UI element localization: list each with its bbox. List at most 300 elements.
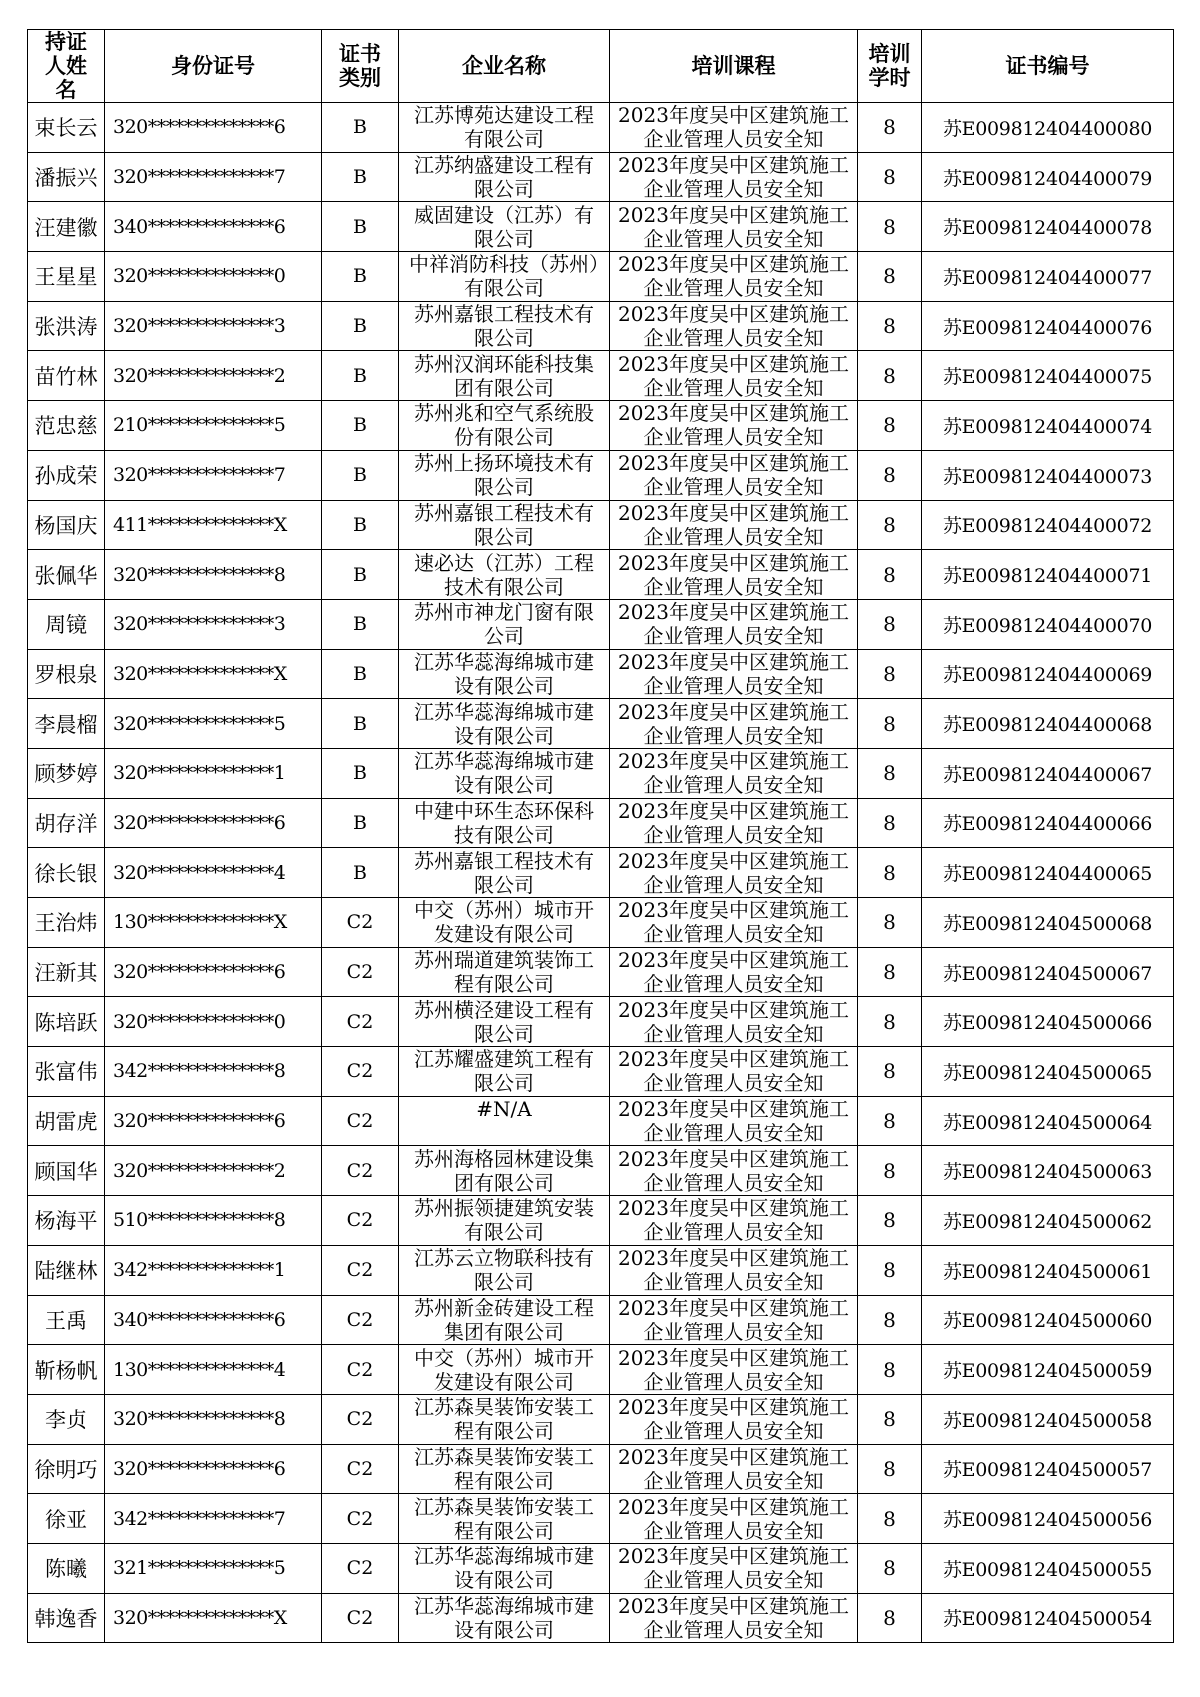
course-text: 2023年度吴中区建筑施工企业管理人员安全知 <box>618 798 849 847</box>
holder-name-cell: 张洪涛 <box>28 301 105 351</box>
cert-number-cell: 苏E009812404400066 <box>922 798 1174 848</box>
company-name-text: 江苏耀盛建筑工程有限公司 <box>414 1047 594 1096</box>
table-row <box>28 997 1174 1047</box>
course-cell <box>610 997 858 1047</box>
cert-type-cell: C2 <box>322 1245 399 1295</box>
cert-number-cell: 苏E009812404500054 <box>922 1593 1174 1643</box>
course-text: 2023年度吴中区建筑施工企业管理人员安全知 <box>618 500 849 549</box>
hours-cell: 8 <box>858 401 922 451</box>
holder-name-cell: 王禹 <box>28 1295 105 1345</box>
course-cell <box>610 1345 858 1395</box>
hours-cell: 8 <box>858 252 922 302</box>
cert-number-cell: 苏E009812404400076 <box>922 301 1174 351</box>
cert-type-cell: B <box>322 599 399 649</box>
company-name-cell <box>399 1444 610 1494</box>
cert-type-cell: B <box>322 500 399 550</box>
id-number-cell: 320**************6 <box>105 103 322 153</box>
company-name-cell <box>399 1494 610 1544</box>
cert-number-cell: 苏E009812404400080 <box>922 103 1174 153</box>
cert-number-cell: 苏E009812404400079 <box>922 152 1174 202</box>
course-text: 2023年度吴中区建筑施工企业管理人员安全知 <box>618 1146 849 1195</box>
cert-type-cell: C2 <box>322 1394 399 1444</box>
cert-type-cell: B <box>322 103 399 153</box>
company-name-cell <box>399 1394 610 1444</box>
holder-name-cell: 徐长银 <box>28 848 105 898</box>
table-row <box>28 401 1174 451</box>
cert-type-cell: B <box>322 798 399 848</box>
id-number-cell: 320**************8 <box>105 1394 322 1444</box>
course-cell <box>610 1245 858 1295</box>
course-text: 2023年度吴中区建筑施工企业管理人员安全知 <box>618 451 849 500</box>
id-number-cell: 320**************3 <box>105 301 322 351</box>
table-row <box>28 202 1174 252</box>
course-text: 2023年度吴中区建筑施工企业管理人员安全知 <box>618 898 849 947</box>
id-number-cell: 130**************4 <box>105 1345 322 1395</box>
company-name-text: 江苏纳盛建设工程有限公司 <box>414 153 594 202</box>
course-cell <box>610 252 858 302</box>
course-cell <box>610 1543 858 1593</box>
table-row <box>28 1196 1174 1246</box>
header-name-text: 持证人姓名 <box>45 30 87 102</box>
cert-type-cell: C2 <box>322 1494 399 1544</box>
holder-name-cell: 杨国庆 <box>28 500 105 550</box>
course-text: 2023年度吴中区建筑施工企业管理人员安全知 <box>618 302 849 351</box>
id-number-cell: 320**************6 <box>105 1444 322 1494</box>
table-row <box>28 1096 1174 1146</box>
company-name-text: 苏州嘉银工程技术有限公司 <box>414 500 594 549</box>
id-number-cell: 320**************0 <box>105 252 322 302</box>
hours-cell: 8 <box>858 301 922 351</box>
course-cell <box>610 301 858 351</box>
company-name-text: 速必达（江苏）工程技术有限公司 <box>414 550 594 599</box>
cert-number-cell: 苏E009812404500061 <box>922 1245 1174 1295</box>
roster-sheet <box>27 29 1174 1643</box>
cert-type-cell: C2 <box>322 1543 399 1593</box>
id-number-cell: 320**************7 <box>105 152 322 202</box>
company-name-cell <box>399 252 610 302</box>
company-name-cell <box>399 748 610 798</box>
table-row <box>28 1543 1174 1593</box>
cert-number-cell: 苏E009812404400070 <box>922 599 1174 649</box>
cert-type-cell: B <box>322 649 399 699</box>
course-cell <box>610 1593 858 1643</box>
id-number-cell: 320**************6 <box>105 947 322 997</box>
holder-name-cell: 靳杨帆 <box>28 1345 105 1395</box>
course-text: 2023年度吴中区建筑施工企业管理人员安全知 <box>618 1395 849 1444</box>
course-text: 2023年度吴中区建筑施工企业管理人员安全知 <box>618 649 849 698</box>
company-name-text: 江苏华蕊海绵城市建设有限公司 <box>414 1593 594 1642</box>
company-name-text: 中交（苏州）城市开发建设有限公司 <box>414 1345 594 1394</box>
cert-number-cell: 苏E009812404500058 <box>922 1394 1174 1444</box>
course-cell <box>610 599 858 649</box>
id-number-cell: 510**************8 <box>105 1196 322 1246</box>
cert-number-cell: 苏E009812404400069 <box>922 649 1174 699</box>
id-number-cell: 320**************2 <box>105 351 322 401</box>
header-id: 身份证号 <box>105 30 322 103</box>
header-hours <box>858 30 922 103</box>
hours-cell: 8 <box>858 1295 922 1345</box>
table-row <box>28 947 1174 997</box>
id-number-cell: 320**************X <box>105 1593 322 1643</box>
table-row <box>28 450 1174 500</box>
course-text: 2023年度吴中区建筑施工企业管理人员安全知 <box>618 252 849 301</box>
course-text: 2023年度吴中区建筑施工企业管理人员安全知 <box>618 202 849 251</box>
course-text: 2023年度吴中区建筑施工企业管理人员安全知 <box>618 1494 849 1543</box>
cert-number-cell: 苏E009812404400075 <box>922 351 1174 401</box>
course-text: 2023年度吴中区建筑施工企业管理人员安全知 <box>618 1097 849 1146</box>
hours-cell: 8 <box>858 1196 922 1246</box>
course-text: 2023年度吴中区建筑施工企业管理人员安全知 <box>618 351 849 400</box>
cert-number-cell: 苏E009812404500063 <box>922 1146 1174 1196</box>
table-row <box>28 649 1174 699</box>
table-row <box>28 351 1174 401</box>
hours-cell: 8 <box>858 1345 922 1395</box>
cert-number-cell: 苏E009812404500062 <box>922 1196 1174 1246</box>
course-text: 2023年度吴中区建筑施工企业管理人员安全知 <box>618 1246 849 1295</box>
company-name-text: 苏州横泾建设工程有限公司 <box>414 997 594 1046</box>
cert-type-cell: B <box>322 748 399 798</box>
hours-cell: 8 <box>858 798 922 848</box>
course-cell <box>610 401 858 451</box>
cert-type-cell: C2 <box>322 1345 399 1395</box>
cert-number-cell: 苏E009812404400073 <box>922 450 1174 500</box>
id-number-cell: 320**************X <box>105 649 322 699</box>
id-number-cell: 210**************5 <box>105 401 322 451</box>
company-name-cell <box>399 202 610 252</box>
table-row <box>28 848 1174 898</box>
course-cell <box>610 202 858 252</box>
table-row <box>28 748 1174 798</box>
cert-type-cell: C2 <box>322 1096 399 1146</box>
table-row <box>28 1345 1174 1395</box>
hours-cell: 8 <box>858 351 922 401</box>
id-number-cell: 342**************8 <box>105 1047 322 1097</box>
course-text: 2023年度吴中区建筑施工企业管理人员安全知 <box>618 600 849 649</box>
header-row <box>28 30 1174 103</box>
holder-name-cell: 杨海平 <box>28 1196 105 1246</box>
holder-name-cell: 张富伟 <box>28 1047 105 1097</box>
company-name-text: 苏州嘉银工程技术有限公司 <box>414 302 594 351</box>
company-name-cell <box>399 947 610 997</box>
header-type <box>322 30 399 103</box>
course-cell <box>610 152 858 202</box>
table-row <box>28 1245 1174 1295</box>
holder-name-cell: 陆继林 <box>28 1245 105 1295</box>
cert-type-cell: C2 <box>322 1196 399 1246</box>
header-hours-text: 培训学时 <box>868 42 911 90</box>
course-cell <box>610 748 858 798</box>
cert-number-cell: 苏E009812404500060 <box>922 1295 1174 1345</box>
course-cell <box>610 1394 858 1444</box>
course-text: 2023年度吴中区建筑施工企业管理人员安全知 <box>618 1444 849 1493</box>
holder-name-cell: 苗竹林 <box>28 351 105 401</box>
company-name-cell <box>399 1543 610 1593</box>
cert-type-cell: C2 <box>322 1295 399 1345</box>
cert-number-cell: 苏E009812404400074 <box>922 401 1174 451</box>
course-cell <box>610 500 858 550</box>
header-name <box>28 30 105 103</box>
holder-name-cell: 李贞 <box>28 1394 105 1444</box>
table-body <box>28 103 1174 1643</box>
course-cell <box>610 1444 858 1494</box>
id-number-cell: 340**************6 <box>105 1295 322 1345</box>
hours-cell: 8 <box>858 848 922 898</box>
cert-type-cell: B <box>322 202 399 252</box>
company-name-cell <box>399 1096 610 1146</box>
company-name-text: 苏州上扬环境技术有限公司 <box>414 451 594 500</box>
cert-type-cell: B <box>322 848 399 898</box>
id-number-cell: 320**************4 <box>105 848 322 898</box>
course-text: 2023年度吴中区建筑施工企业管理人员安全知 <box>618 103 849 152</box>
course-cell <box>610 1096 858 1146</box>
id-number-cell: 320**************3 <box>105 599 322 649</box>
course-cell <box>610 848 858 898</box>
table-row <box>28 550 1174 600</box>
course-cell <box>610 550 858 600</box>
id-number-cell: 411**************X <box>105 500 322 550</box>
holder-name-cell: 胡存洋 <box>28 798 105 848</box>
cert-number-cell: 苏E009812404500066 <box>922 997 1174 1047</box>
company-name-cell <box>399 401 610 451</box>
cert-type-cell: C2 <box>322 997 399 1047</box>
company-name-text: 中祥消防科技（苏州）有限公司 <box>409 252 599 301</box>
cert-number-cell: 苏E009812404500065 <box>922 1047 1174 1097</box>
id-number-cell: 320**************7 <box>105 450 322 500</box>
holder-name-cell: 陈曦 <box>28 1543 105 1593</box>
company-name-text: 江苏森昊装饰安装工程有限公司 <box>414 1444 594 1493</box>
cert-type-cell: B <box>322 550 399 600</box>
course-text: 2023年度吴中区建筑施工企业管理人员安全知 <box>618 749 849 798</box>
course-text: 2023年度吴中区建筑施工企业管理人员安全知 <box>618 401 849 450</box>
holder-name-cell: 李晨榴 <box>28 699 105 749</box>
cert-number-cell: 苏E009812404400067 <box>922 748 1174 798</box>
company-name-text: 江苏华蕊海绵城市建设有限公司 <box>414 649 594 698</box>
hours-cell: 8 <box>858 550 922 600</box>
company-name-cell <box>399 500 610 550</box>
holder-name-cell: 韩逸香 <box>28 1593 105 1643</box>
cert-number-cell: 苏E009812404500068 <box>922 898 1174 948</box>
company-name-text: 威固建设（江苏）有限公司 <box>414 202 594 251</box>
hours-cell: 8 <box>858 1494 922 1544</box>
course-cell <box>610 1295 858 1345</box>
hours-cell: 8 <box>858 500 922 550</box>
course-text: 2023年度吴中区建筑施工企业管理人员安全知 <box>618 153 849 202</box>
cert-type-cell: B <box>322 252 399 302</box>
holder-name-cell: 王治炜 <box>28 898 105 948</box>
table-row <box>28 1394 1174 1444</box>
cert-number-cell: 苏E009812404400068 <box>922 699 1174 749</box>
company-name-cell <box>399 351 610 401</box>
company-name-cell <box>399 1245 610 1295</box>
cert-type-cell: B <box>322 450 399 500</box>
holder-name-cell: 范忠慈 <box>28 401 105 451</box>
course-cell <box>610 450 858 500</box>
course-cell <box>610 1196 858 1246</box>
hours-cell: 8 <box>858 202 922 252</box>
company-name-cell <box>399 103 610 153</box>
table-header <box>28 30 1174 103</box>
cert-number-cell: 苏E009812404500055 <box>922 1543 1174 1593</box>
company-name-cell <box>399 1345 610 1395</box>
cert-number-cell: 苏E009812404400078 <box>922 202 1174 252</box>
cert-number-cell: 苏E009812404500064 <box>922 1096 1174 1146</box>
holder-name-cell: 顾国华 <box>28 1146 105 1196</box>
course-text: 2023年度吴中区建筑施工企业管理人员安全知 <box>618 1196 849 1245</box>
course-cell <box>610 103 858 153</box>
id-number-cell: 320**************5 <box>105 699 322 749</box>
course-cell <box>610 1047 858 1097</box>
cert-type-cell: B <box>322 301 399 351</box>
cert-number-cell: 苏E009812404400077 <box>922 252 1174 302</box>
company-name-cell <box>399 550 610 600</box>
table-row <box>28 1593 1174 1643</box>
hours-cell: 8 <box>858 1245 922 1295</box>
company-name-text: 苏州兆和空气系统股份有限公司 <box>414 401 594 450</box>
table-row <box>28 500 1174 550</box>
course-cell <box>610 1146 858 1196</box>
course-text: 2023年度吴中区建筑施工企业管理人员安全知 <box>618 1295 849 1344</box>
cert-type-cell: C2 <box>322 947 399 997</box>
company-name-cell <box>399 798 610 848</box>
hours-cell: 8 <box>858 1394 922 1444</box>
id-number-cell: 320**************6 <box>105 798 322 848</box>
hours-cell: 8 <box>858 1047 922 1097</box>
holder-name-cell: 王星星 <box>28 252 105 302</box>
cert-type-cell: B <box>322 699 399 749</box>
header-cert: 证书编号 <box>922 30 1174 103</box>
holder-name-cell: 顾梦婷 <box>28 748 105 798</box>
cert-type-cell: B <box>322 401 399 451</box>
table-row <box>28 1494 1174 1544</box>
cert-type-cell: C2 <box>322 898 399 948</box>
hours-cell: 8 <box>858 649 922 699</box>
id-number-cell: 320**************1 <box>105 748 322 798</box>
table-row <box>28 103 1174 153</box>
hours-cell: 8 <box>858 599 922 649</box>
course-cell <box>610 699 858 749</box>
company-name-cell <box>399 450 610 500</box>
company-name-text: 苏州瑞道建筑装饰工程有限公司 <box>414 948 594 997</box>
course-cell <box>610 798 858 848</box>
company-name-text: 苏州汉润环能科技集团有限公司 <box>414 351 594 400</box>
id-number-cell: 321**************5 <box>105 1543 322 1593</box>
id-number-cell: 342**************7 <box>105 1494 322 1544</box>
company-name-text: 苏州振领捷建筑安装有限公司 <box>414 1196 594 1245</box>
course-cell <box>610 351 858 401</box>
course-cell <box>610 947 858 997</box>
holder-name-cell: 孙成荣 <box>28 450 105 500</box>
company-name-cell <box>399 1295 610 1345</box>
company-name-text: 苏州嘉银工程技术有限公司 <box>414 848 594 897</box>
holder-name-cell: 罗根泉 <box>28 649 105 699</box>
id-number-cell: 342**************1 <box>105 1245 322 1295</box>
company-name-cell <box>399 699 610 749</box>
cert-type-cell: C2 <box>322 1047 399 1097</box>
holder-name-cell: 汪新其 <box>28 947 105 997</box>
hours-cell: 8 <box>858 947 922 997</box>
hours-cell: 8 <box>858 152 922 202</box>
company-name-text: 江苏云立物联科技有限公司 <box>414 1246 594 1295</box>
hours-cell: 8 <box>858 699 922 749</box>
table-row <box>28 699 1174 749</box>
hours-cell: 8 <box>858 450 922 500</box>
course-text: 2023年度吴中区建筑施工企业管理人员安全知 <box>618 699 849 748</box>
company-name-cell <box>399 898 610 948</box>
cert-number-cell: 苏E009812404400072 <box>922 500 1174 550</box>
cert-number-cell: 苏E009812404400071 <box>922 550 1174 600</box>
id-number-cell: 130**************X <box>105 898 322 948</box>
company-name-text: 苏州新金砖建设工程集团有限公司 <box>414 1295 594 1344</box>
header-course: 培训课程 <box>610 30 858 103</box>
cert-number-cell: 苏E009812404400065 <box>922 848 1174 898</box>
id-number-cell: 320**************6 <box>105 1096 322 1146</box>
cert-number-cell: 苏E009812404500057 <box>922 1444 1174 1494</box>
company-name-cell <box>399 599 610 649</box>
company-name-text: 江苏博苑达建设工程有限公司 <box>414 103 594 152</box>
company-name-cell <box>399 301 610 351</box>
cert-number-cell: 苏E009812404500056 <box>922 1494 1174 1544</box>
certificate-table <box>27 29 1174 1643</box>
table-row <box>28 1444 1174 1494</box>
company-name-text: 中交（苏州）城市开发建设有限公司 <box>414 898 594 947</box>
course-text: 2023年度吴中区建筑施工企业管理人员安全知 <box>618 848 849 897</box>
company-name-cell <box>399 152 610 202</box>
cert-type-cell: B <box>322 351 399 401</box>
company-name-text: 苏州海格园林建设集团有限公司 <box>414 1146 594 1195</box>
company-name-text: 中建中环生态环保科技有限公司 <box>414 798 594 847</box>
cert-number-cell: 苏E009812404500059 <box>922 1345 1174 1395</box>
holder-name-cell: 陈培跃 <box>28 997 105 1047</box>
company-name-cell <box>399 1047 610 1097</box>
cert-type-cell: C2 <box>322 1593 399 1643</box>
header-company: 企业名称 <box>399 30 610 103</box>
course-text: 2023年度吴中区建筑施工企业管理人员安全知 <box>618 1544 849 1593</box>
company-name-cell <box>399 649 610 699</box>
company-name-cell <box>399 1146 610 1196</box>
id-number-cell: 340**************6 <box>105 202 322 252</box>
course-text: 2023年度吴中区建筑施工企业管理人员安全知 <box>618 550 849 599</box>
id-number-cell: 320**************2 <box>105 1146 322 1196</box>
hours-cell: 8 <box>858 1146 922 1196</box>
course-text: 2023年度吴中区建筑施工企业管理人员安全知 <box>618 997 849 1046</box>
holder-name-cell: 徐亚 <box>28 1494 105 1544</box>
hours-cell: 8 <box>858 1444 922 1494</box>
table-row <box>28 301 1174 351</box>
company-name-text: 江苏华蕊海绵城市建设有限公司 <box>414 699 594 748</box>
table-row <box>28 798 1174 848</box>
company-name-text: 苏州市神龙门窗有限公司 <box>414 600 594 649</box>
course-text: 2023年度吴中区建筑施工企业管理人员安全知 <box>618 948 849 997</box>
table-row <box>28 1146 1174 1196</box>
company-name-cell <box>399 1593 610 1643</box>
id-number-cell: 320**************0 <box>105 997 322 1047</box>
course-text: 2023年度吴中区建筑施工企业管理人员安全知 <box>618 1047 849 1096</box>
table-row <box>28 1295 1174 1345</box>
header-type-text: 证书类别 <box>339 42 381 90</box>
company-name-cell <box>399 997 610 1047</box>
hours-cell: 8 <box>858 898 922 948</box>
company-name-cell <box>399 1196 610 1246</box>
course-cell <box>610 1494 858 1544</box>
holder-name-cell: 汪建徽 <box>28 202 105 252</box>
company-name-cell <box>399 848 610 898</box>
table-row <box>28 152 1174 202</box>
holder-name-cell: 束长云 <box>28 103 105 153</box>
cert-type-cell: C2 <box>322 1146 399 1196</box>
holder-name-cell: 张佩华 <box>28 550 105 600</box>
cert-type-cell: C2 <box>322 1444 399 1494</box>
course-cell <box>610 898 858 948</box>
